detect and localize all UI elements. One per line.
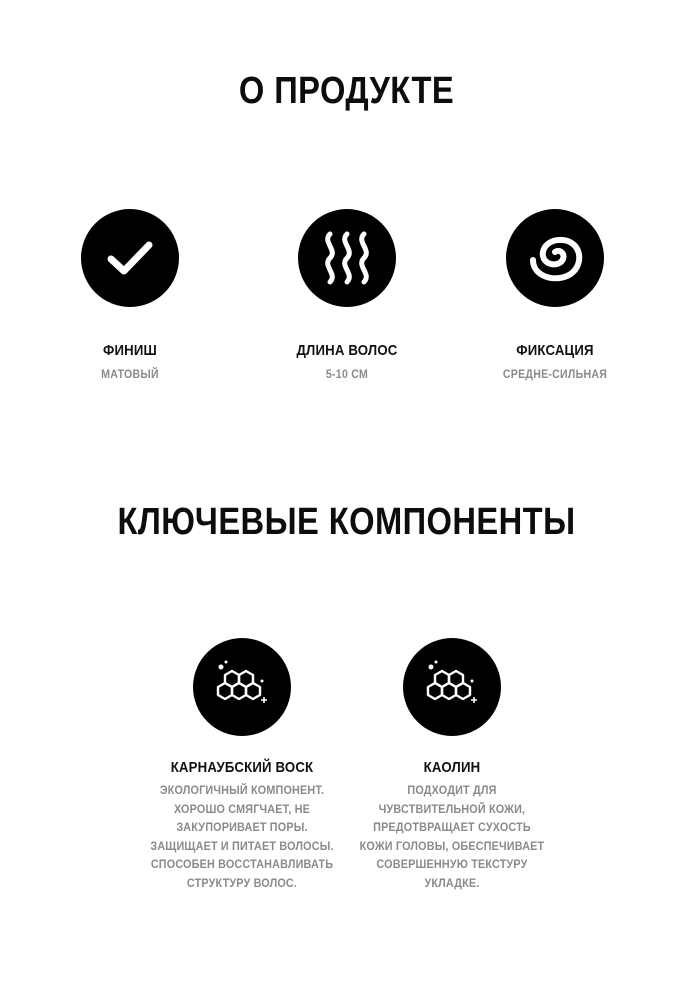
component-label: КАРНАУБСКИЙ ВОСК — [170, 759, 314, 776]
description-line: ХОРОШО СМЯГЧАЕТ, НЕ — [173, 801, 311, 816]
feature-label: ФИКСАЦИЯ — [516, 342, 594, 359]
description-line: ЗАЩИЩАЕТ И ПИТАЕТ ВОЛОСЫ. — [150, 838, 334, 853]
component-description — [358, 781, 547, 892]
about-section-title: О ПРОДУКТЕ — [238, 70, 455, 112]
feature-hair-length — [257, 209, 437, 381]
spiral-icon — [506, 209, 604, 307]
feature-hold — [465, 209, 645, 381]
description-line: ЭКОЛОГИЧНЫЙ КОМПОНЕНТ. — [159, 783, 325, 797]
description-line: ЗАКУПОРИВАЕТ ПОРЫ. — [176, 820, 308, 834]
description-line: СОВЕРШЕННУЮ ТЕКСТУРУ — [376, 857, 528, 871]
description-line: СПОСОБЕН ВОССТАНАВЛИВАТЬ — [150, 857, 334, 871]
feature-label: ФИНИШ — [103, 342, 157, 359]
component-kaolin — [347, 638, 557, 892]
component-label: КАОЛИН — [423, 759, 481, 776]
description-line: ПОДХОДИТ ДЛЯ — [407, 783, 497, 797]
feature-value: СРЕДНЕ-СИЛЬНАЯ — [502, 367, 608, 381]
description-line: ЧУВСТВИТЕЛЬНОЙ КОЖИ, — [378, 801, 526, 816]
description-line: СТРУКТУРУ ВОЛОС. — [186, 875, 298, 890]
molecule-hexagons-icon — [193, 638, 291, 736]
wavy-lines-icon — [298, 209, 396, 307]
description-line: ПРЕДОТВРАЩАЕТ СУХОСТЬ — [373, 820, 531, 834]
feature-label: ДЛИНА ВОЛОС — [296, 342, 398, 359]
component-description — [148, 781, 337, 892]
feature-finish — [40, 209, 220, 381]
feature-value: 5-10 СМ — [325, 367, 369, 381]
description-line: УКЛАДКЕ. — [424, 875, 480, 890]
checkmark-icon — [81, 209, 179, 307]
feature-value: МАТОВЫЙ — [101, 367, 159, 381]
component-carnauba-wax — [137, 638, 347, 892]
components-section-title: КЛЮЧЕВЫЕ КОМПОНЕНТЫ — [117, 501, 576, 543]
description-line: КОЖИ ГОЛОВЫ, ОБЕСПЕЧИВАЕТ — [359, 838, 545, 853]
molecule-hexagons-icon — [403, 638, 501, 736]
